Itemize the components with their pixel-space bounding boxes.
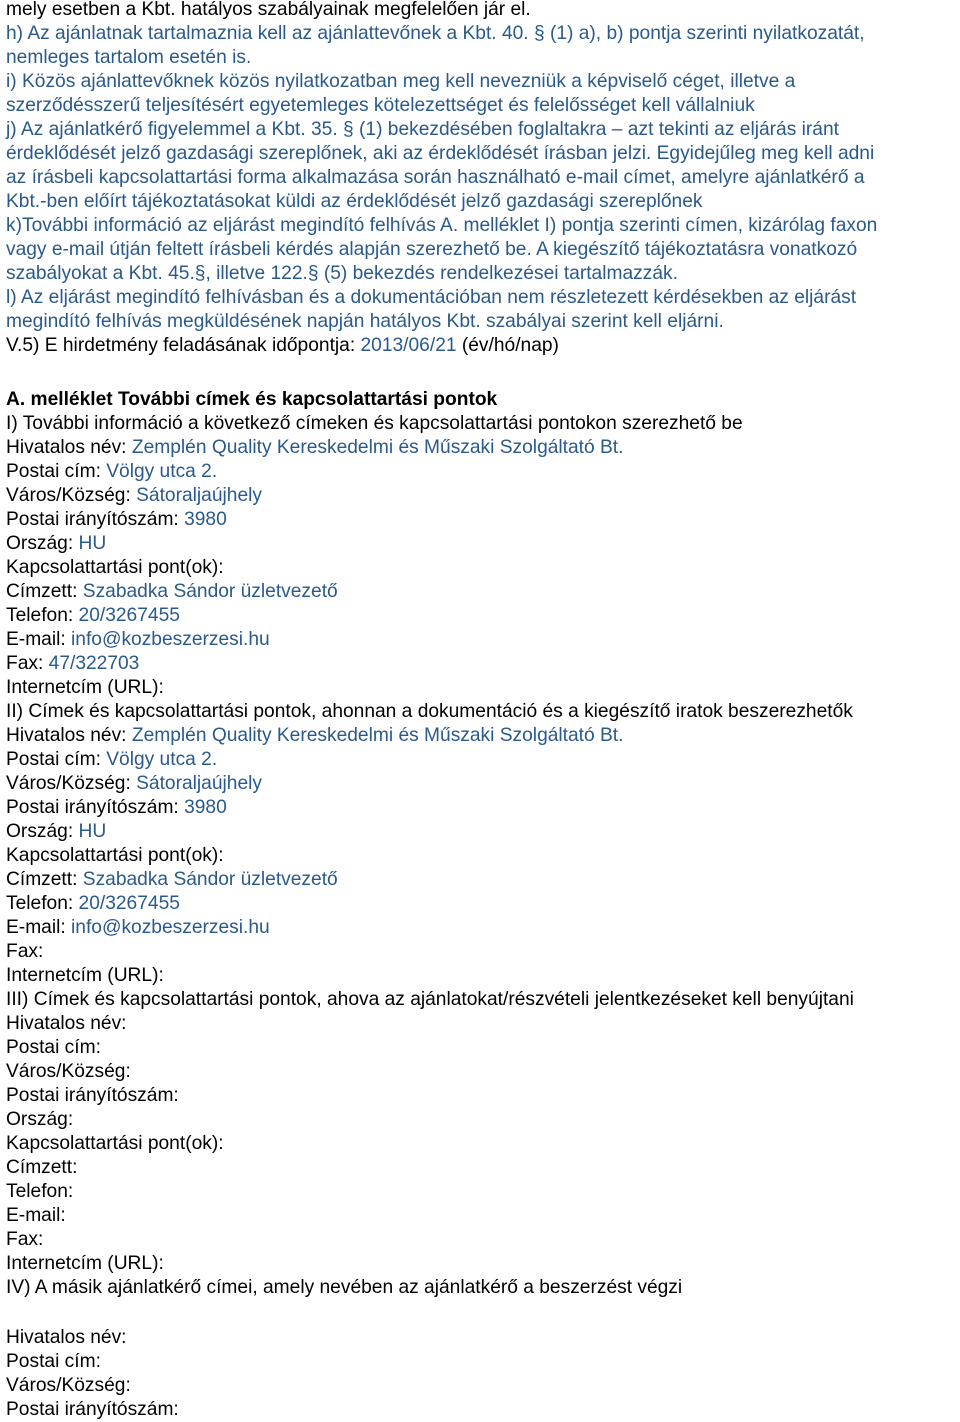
field-label: Postai irányítószám: — [6, 1399, 179, 1420]
field-label: Telefon: — [6, 1181, 74, 1202]
section-heading: I) További információ a következő címeken és kapcsolattartási pontokon szerezhető be — [6, 413, 743, 434]
field-label: Postai cím: — [6, 1351, 101, 1372]
intro-line: megindító felhívás megküldésének napján hatályos Kbt. szabályai szerint kell eljárni. — [6, 311, 724, 332]
address-field — [6, 796, 954, 820]
address-field — [6, 940, 954, 964]
address-field — [6, 1374, 954, 1398]
address-field — [6, 820, 954, 844]
address-field — [6, 508, 954, 532]
field-label: Postai cím: — [6, 749, 107, 770]
intro-line: l) Az eljárást megindító felhívásban és a dokumentációban nem részletezett kérdésekben az eljárást — [6, 287, 857, 308]
field-value: HU — [78, 821, 107, 842]
address-field — [6, 916, 954, 940]
address-field — [6, 1060, 954, 1084]
field-value: Sátoraljaújhely — [136, 485, 262, 506]
address-field — [6, 1350, 954, 1374]
field-label: Fax: — [6, 653, 49, 674]
field-value: HU — [78, 533, 107, 554]
publication-date-line — [6, 334, 954, 358]
intro-line: szerződésszerű teljesítésért egyetemleges kötelezettséget és felelősséget kell vállalniuk — [6, 95, 755, 116]
field-value: Zemplén Quality Kereskedelmi és Műszaki Szolgáltató Bt. — [131, 725, 624, 746]
intro-line: h) Az ajánlatnak tartalmaznia kell az ajánlattevőnek a Kbt. 40. § (1) a), b) pontja szerinti nyilatkozatát, — [6, 23, 865, 44]
section-1 — [6, 412, 954, 700]
section-heading: III) Címek és kapcsolattartási pontok, ahova az ajánlatokat/részvételi jelentkezéseket kell benyújtani — [6, 989, 854, 1010]
section-heading: IV) A másik ajánlatkérő címei, amely nevében az ajánlatkérő a beszerzést végzi — [6, 1277, 683, 1298]
address-field — [6, 868, 954, 892]
field-label: Internetcím (URL): — [6, 965, 164, 986]
field-label: Postai irányítószám: — [6, 797, 185, 818]
field-label: Város/Község: — [6, 1061, 131, 1082]
address-field — [6, 1084, 954, 1108]
field-value: Völgy utca 2. — [106, 461, 218, 482]
address-field — [6, 1252, 954, 1276]
field-label: Telefon: — [6, 893, 79, 914]
field-label: Fax: — [6, 1229, 44, 1250]
intro-line: i) Közös ajánlattevőknek közös nyilatkozatban meg kell nevezniük a képviselő céget, illetve a — [6, 71, 796, 92]
intro-block — [6, 0, 954, 358]
section-4 — [6, 1276, 954, 1422]
address-field — [6, 892, 954, 916]
intro-line: mely esetben a Kbt. hatályos szabályainak megfelelően jár el. — [6, 0, 531, 20]
address-field — [6, 1132, 954, 1156]
field-label: Kapcsolattartási pont(ok): — [6, 845, 224, 866]
annex-title: A. melléklet További címek és kapcsolattartási pontok — [6, 389, 498, 410]
field-label: Hivatalos név: — [6, 437, 132, 458]
field-label: Kapcsolattartási pont(ok): — [6, 1133, 224, 1154]
intro-line: érdeklődését jelző gazdasági szereplőnek, aki az érdeklődését írásban jelzi. Egyidejűleg meg kell adni — [6, 143, 875, 164]
field-label: Postai irányítószám: — [6, 1085, 179, 1106]
address-field — [6, 1108, 954, 1132]
field-label: Város/Község: — [6, 773, 137, 794]
field-label: Hivatalos név: — [6, 725, 132, 746]
address-field — [6, 1012, 954, 1036]
field-label: Ország: — [6, 821, 79, 842]
field-label: Kapcsolattartási pont(ok): — [6, 557, 224, 578]
field-value: Szabadka Sándor üzletvezető — [82, 869, 338, 890]
publication-date-value: 2013/06/21 — [360, 335, 457, 356]
field-label: E-mail: — [6, 1205, 66, 1226]
section-heading: II) Címek és kapcsolattartási pontok, ahonnan a dokumentáció és a kiegészítő iratok beszerezhetők — [6, 701, 853, 722]
address-field — [6, 556, 954, 580]
intro-line: j) Az ajánlatkérő figyelemmel a Kbt. 35. § (1) bekezdésében foglaltakra – azt tekinti az eljárás iránt — [6, 119, 839, 140]
field-value: 3980 — [184, 509, 227, 530]
field-value: Sátoraljaújhely — [136, 773, 262, 794]
section-3 — [6, 988, 954, 1276]
address-field — [6, 484, 954, 508]
address-field — [6, 460, 954, 484]
field-label: Ország: — [6, 533, 79, 554]
field-label: Telefon: — [6, 605, 79, 626]
section-2 — [6, 700, 954, 988]
address-field — [6, 1228, 954, 1252]
publication-date-format: (év/hó/nap) — [456, 335, 559, 356]
field-label: Ország: — [6, 1109, 74, 1130]
address-field — [6, 436, 954, 460]
field-label: Internetcím (URL): — [6, 1253, 164, 1274]
address-field — [6, 1180, 954, 1204]
field-label: Város/Község: — [6, 485, 137, 506]
address-field — [6, 964, 954, 988]
address-field — [6, 628, 954, 652]
address-field — [6, 580, 954, 604]
address-field — [6, 1156, 954, 1180]
field-value: 3980 — [184, 797, 227, 818]
field-label: Fax: — [6, 941, 44, 962]
intro-line: nemleges tartalom esetén is. — [6, 47, 252, 68]
address-field — [6, 724, 954, 748]
field-label: Internetcím (URL): — [6, 677, 164, 698]
field-label: Postai cím: — [6, 461, 107, 482]
address-field — [6, 844, 954, 868]
field-value: 20/3267455 — [78, 605, 180, 626]
field-label: Címzett: — [6, 581, 83, 602]
field-value: 20/3267455 — [78, 893, 180, 914]
field-label: Hivatalos név: — [6, 1327, 127, 1348]
intro-line: az írásbeli kapcsolattartási forma alkalmazása során használható e-mail címet, amelyre ajánlatkérő a — [6, 167, 865, 188]
intro-line: szabályokat a Kbt. 45.§, illetve 122.§ (5) bekezdés rendelkezései tartalmazzák. — [6, 263, 678, 284]
field-label: Postai irányítószám: — [6, 509, 185, 530]
field-value: info@kozbeszerzesi.hu — [71, 917, 270, 938]
field-label: Címzett: — [6, 869, 83, 890]
field-label: Város/Község: — [6, 1375, 131, 1396]
field-label: Postai cím: — [6, 1037, 101, 1058]
address-field — [6, 604, 954, 628]
intro-line: Kbt.-ben előírt tájékoztatásokat küldi az érdeklődését jelző gazdasági szereplőnek — [6, 191, 703, 212]
address-field — [6, 1036, 954, 1060]
address-field — [6, 1326, 954, 1350]
field-value: Völgy utca 2. — [106, 749, 218, 770]
address-field — [6, 652, 954, 676]
field-value: Zemplén Quality Kereskedelmi és Műszaki Szolgáltató Bt. — [131, 437, 624, 458]
field-label: E-mail: — [6, 629, 72, 650]
field-label: Címzett: — [6, 1157, 78, 1178]
field-value: info@kozbeszerzesi.hu — [71, 629, 270, 650]
address-field — [6, 748, 954, 772]
field-value: Szabadka Sándor üzletvezető — [82, 581, 338, 602]
intro-line: k)További információ az eljárást megindító felhívás A. melléklet I) pontja szerinti címen, kizárólag faxon — [6, 215, 878, 236]
field-label: E-mail: — [6, 917, 72, 938]
address-field — [6, 532, 954, 556]
address-field — [6, 1204, 954, 1228]
intro-line: vagy e-mail útján feltett írásbeli kérdés alapján szerezhető be. A kiegészítő tájékoztatásra vonatkozó — [6, 239, 858, 260]
address-field — [6, 676, 954, 700]
address-field — [6, 1398, 954, 1422]
field-label: Hivatalos név: — [6, 1013, 127, 1034]
publication-date-label: V.5) E hirdetmény feladásának időpontja: — [6, 335, 361, 356]
address-field — [6, 772, 954, 796]
field-value: 47/322703 — [48, 653, 140, 674]
